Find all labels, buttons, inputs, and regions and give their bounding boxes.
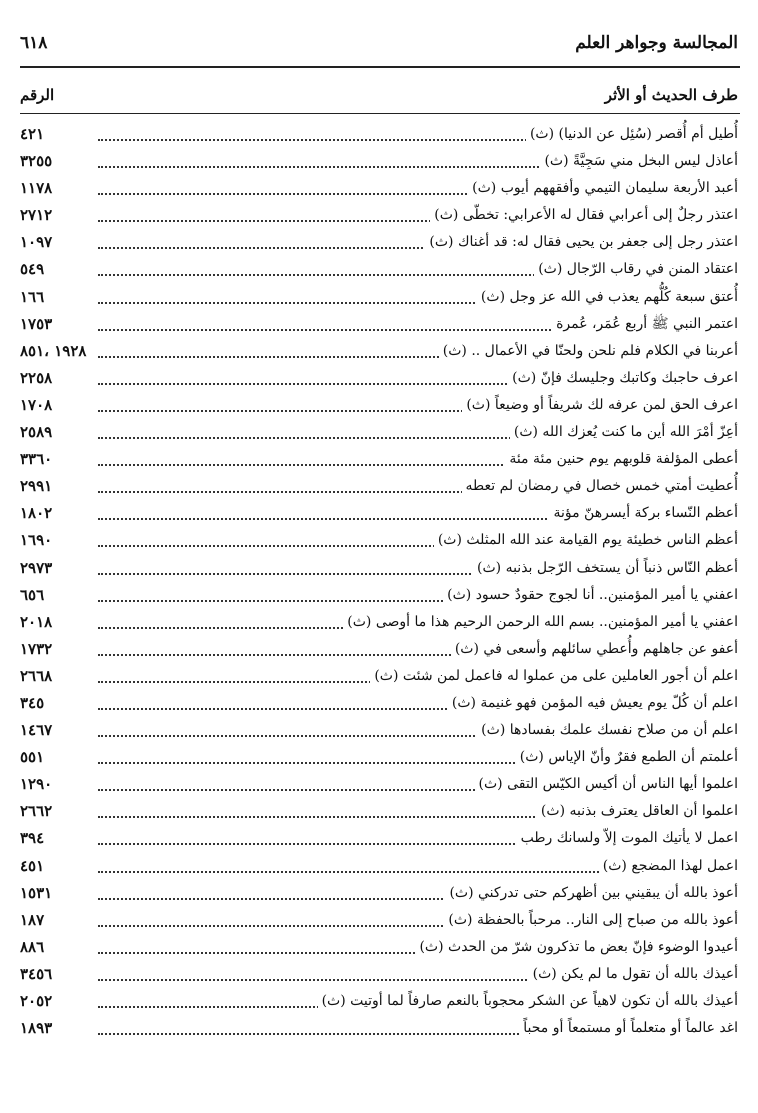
entry-text: اعتمر النبي ﷺ أربع عُمَر، عُمرة <box>552 311 738 338</box>
index-entry <box>20 284 738 311</box>
index-entry <box>20 229 738 256</box>
header-rule <box>20 113 740 114</box>
entry-text: أعاذل ليس البخل مني سَجِيَّةً (ث) <box>540 148 738 175</box>
index-entry <box>20 880 738 907</box>
top-rule <box>20 66 740 68</box>
entry-text: اعمل لهذا المضجع (ث) <box>599 853 738 880</box>
entry-text: اعتذر رجل إلى جعفر بن يحيى فقال له: قد أغناك (ث) <box>425 229 738 256</box>
index-entry <box>20 446 738 473</box>
entry-number: ٢٧١٢ <box>20 202 58 229</box>
index-entry <box>20 609 738 636</box>
entry-number: ١٦٦ <box>20 284 50 311</box>
page-number: ٦١٨ <box>20 33 48 53</box>
book-title: المجالسة وجواهر العلم <box>575 33 738 53</box>
entry-number: ٢٠١٨ <box>20 609 58 636</box>
entry-text: اعلموا أن العاقل يعترف بذنبه (ث) <box>537 798 738 825</box>
entry-number: ٤٥١ <box>20 853 50 880</box>
index-entry <box>20 527 738 554</box>
index-entry <box>20 663 738 690</box>
entry-text: اعلم أن من صلاح نفسك علمك بفسادها (ث) <box>477 717 738 744</box>
index-entry <box>20 771 738 798</box>
entry-text: أعوذ بالله من صباح إلى النار.. مرحباً بالحفظة (ث) <box>444 907 738 934</box>
entry-number: ٣٢٥٥ <box>20 148 58 175</box>
index-entry <box>20 338 738 365</box>
entry-number: ١٦٩٠ <box>20 527 58 554</box>
entry-number: ٢٢٥٨ <box>20 365 58 392</box>
index-entry <box>20 798 738 825</box>
entry-text: اعلم أن كُلّ يوم يعيش فيه المؤمن فهو غنيمة (ث) <box>448 690 738 717</box>
entry-number: ١٤٦٧ <box>20 717 58 744</box>
entry-number: ٥٥١ <box>20 744 50 771</box>
entry-number: ١٨٩٣ <box>20 1015 58 1042</box>
entry-text: أعِزّ أمْرَ الله أين ما كنت يُعزك الله (ث) <box>510 419 738 446</box>
index-entry <box>20 744 738 771</box>
running-head <box>20 33 738 59</box>
entry-text: أُعطيت أمتي خمس خصال في رمضان لم تعطه <box>462 473 739 500</box>
entry-number: ١٢٩٠ <box>20 771 58 798</box>
entry-number: ٣٩٤ <box>20 825 50 852</box>
entry-text: أعربنا في الكلام فلم نلحن ولحنّا في الأعمال .. (ث) <box>439 338 738 365</box>
index-entry <box>20 175 738 202</box>
column-header-text: طرف الحديث أو الأثر <box>604 86 738 104</box>
index-entry <box>20 555 738 582</box>
entry-number: ٢٦٦٢ <box>20 798 58 825</box>
index-entry <box>20 392 738 419</box>
index-entry <box>20 961 738 988</box>
entry-number: ١٠٩٧ <box>20 229 58 256</box>
entry-number: ٦٥٦ <box>20 582 50 609</box>
index-entry <box>20 365 738 392</box>
entry-text: اعرف حاجبك وكاتبك وجليسك فإنّ (ث) <box>508 365 738 392</box>
entry-text: أعوذ بالله أن يبقيني بين أظهركم حتى تدركني (ث) <box>445 880 738 907</box>
entry-number: ١٨٧ <box>20 907 50 934</box>
entry-number: ٣٤٥٦ <box>20 961 58 988</box>
entry-number: ٣٣٦٠ <box>20 446 58 473</box>
index-entry <box>20 419 738 446</box>
entry-text: أعلمتم أن الطمع فقرٌ وأنّ الإياس (ث) <box>516 744 738 771</box>
entry-text: اعمل لا يأتيك الموت إلاّ ولسانك رطب <box>517 825 738 852</box>
entry-text: اعلموا أيها الناس أن أكيس الكيّس التقى (ث) <box>475 771 738 798</box>
entry-text: أعطى المؤلفة قلوبهم يوم حنين مئة مئة <box>505 446 738 473</box>
index-entry <box>20 311 738 338</box>
index-entry <box>20 853 738 880</box>
index-entry <box>20 636 738 663</box>
column-header <box>20 86 738 110</box>
index-entry <box>20 988 738 1015</box>
entry-number: ٥٤٩ <box>20 256 50 283</box>
entry-text: أعبد الأربعة سليمان التيمي وأفقههم أيوب (ث) <box>468 175 738 202</box>
entry-number: ٢٦٦٨ <box>20 663 58 690</box>
entry-text: أُعتق سبعة كُلُّهم يعذب في الله عز وجل (ث) <box>477 284 738 311</box>
index-entry <box>20 148 738 175</box>
column-header-number: الرقم <box>20 86 55 104</box>
entry-text: أعظم الناس خطيئة يوم القيامة عند الله المثلث (ث) <box>434 527 738 554</box>
entry-text: اعرف الحق لمن عرفه لك شريفاً أو وضيعاً (ث) <box>462 392 738 419</box>
entry-number: ١٥٣١ <box>20 880 58 907</box>
index-entry <box>20 473 738 500</box>
entry-number: ٢٥٨٩ <box>20 419 58 446</box>
entry-number: ٢٠٥٢ <box>20 988 58 1015</box>
index-entry <box>20 121 738 148</box>
entry-text: اغد عالماً أو متعلماً أو مستمعاً أو محباً <box>519 1015 738 1042</box>
entry-number: ١٧٥٣ <box>20 311 58 338</box>
entry-number: ١١٧٨ <box>20 175 58 202</box>
index-entry <box>20 1015 738 1042</box>
entry-text: اعفني يا أمير المؤمنين.. أنا لجوج حقودٌ حسود (ث) <box>443 582 738 609</box>
entry-text: اعتقاد المنن في رقاب الرّجال (ث) <box>534 256 738 283</box>
entry-number: ١٧٣٢ <box>20 636 58 663</box>
entry-text: أعفو عن جاهلهم وأُعطي سائلهم وأسعى في (ث) <box>451 636 738 663</box>
entry-text: أعظم النّساء بركة أيسرهنّ مؤنة <box>549 500 738 527</box>
entry-text: أعيذك بالله أن تكون لاهياً عن الشكر محجوباً بالنعم صارفاً لما أوتيت (ث) <box>318 988 738 1015</box>
index-entry <box>20 690 738 717</box>
entry-text: اعتذر رجلٌ إلى أعرابي فقال له الأعرابي: تخطّى (ث) <box>430 202 738 229</box>
entry-text: اعلم أن أجور العاملين على من عملوا له فاعمل لمن شئت (ث) <box>370 663 738 690</box>
index-entry <box>20 500 738 527</box>
index-entry <box>20 907 738 934</box>
index-list <box>20 121 738 1042</box>
entry-text: أُطيل أم أُقصر (سُئِل عن الدنيا) (ث) <box>526 121 738 148</box>
index-entry <box>20 825 738 852</box>
entry-number: ٤٢١ <box>20 121 50 148</box>
entry-number: ١٨٠٢ <box>20 500 58 527</box>
index-entry <box>20 717 738 744</box>
entry-number: ٨٨٦ <box>20 934 50 961</box>
index-entry <box>20 582 738 609</box>
entry-number: ١٧٠٨ <box>20 392 58 419</box>
entry-number: ٢٩٩١ <box>20 473 58 500</box>
entry-text: أعيذك بالله أن تقول ما لم يكن (ث) <box>529 961 738 988</box>
index-entry <box>20 934 738 961</box>
index-entry <box>20 202 738 229</box>
entry-number: ١٩٢٨ ،٨٥١ <box>20 338 92 365</box>
entry-text: اعفني يا أمير المؤمنين.. بسم الله الرحمن الرحيم هذا ما أوصى (ث) <box>343 609 738 636</box>
index-entry <box>20 256 738 283</box>
entry-number: ٣٤٥ <box>20 690 50 717</box>
entry-text: أعظم النّاس ذنباً أن يستخف الرّجل بذنبه (ث) <box>473 555 738 582</box>
entry-text: أعيدوا الوضوء فإنّ بعض ما تذكرون شرّ من الحدث (ث) <box>415 934 738 961</box>
entry-number: ٢٩٧٣ <box>20 555 58 582</box>
